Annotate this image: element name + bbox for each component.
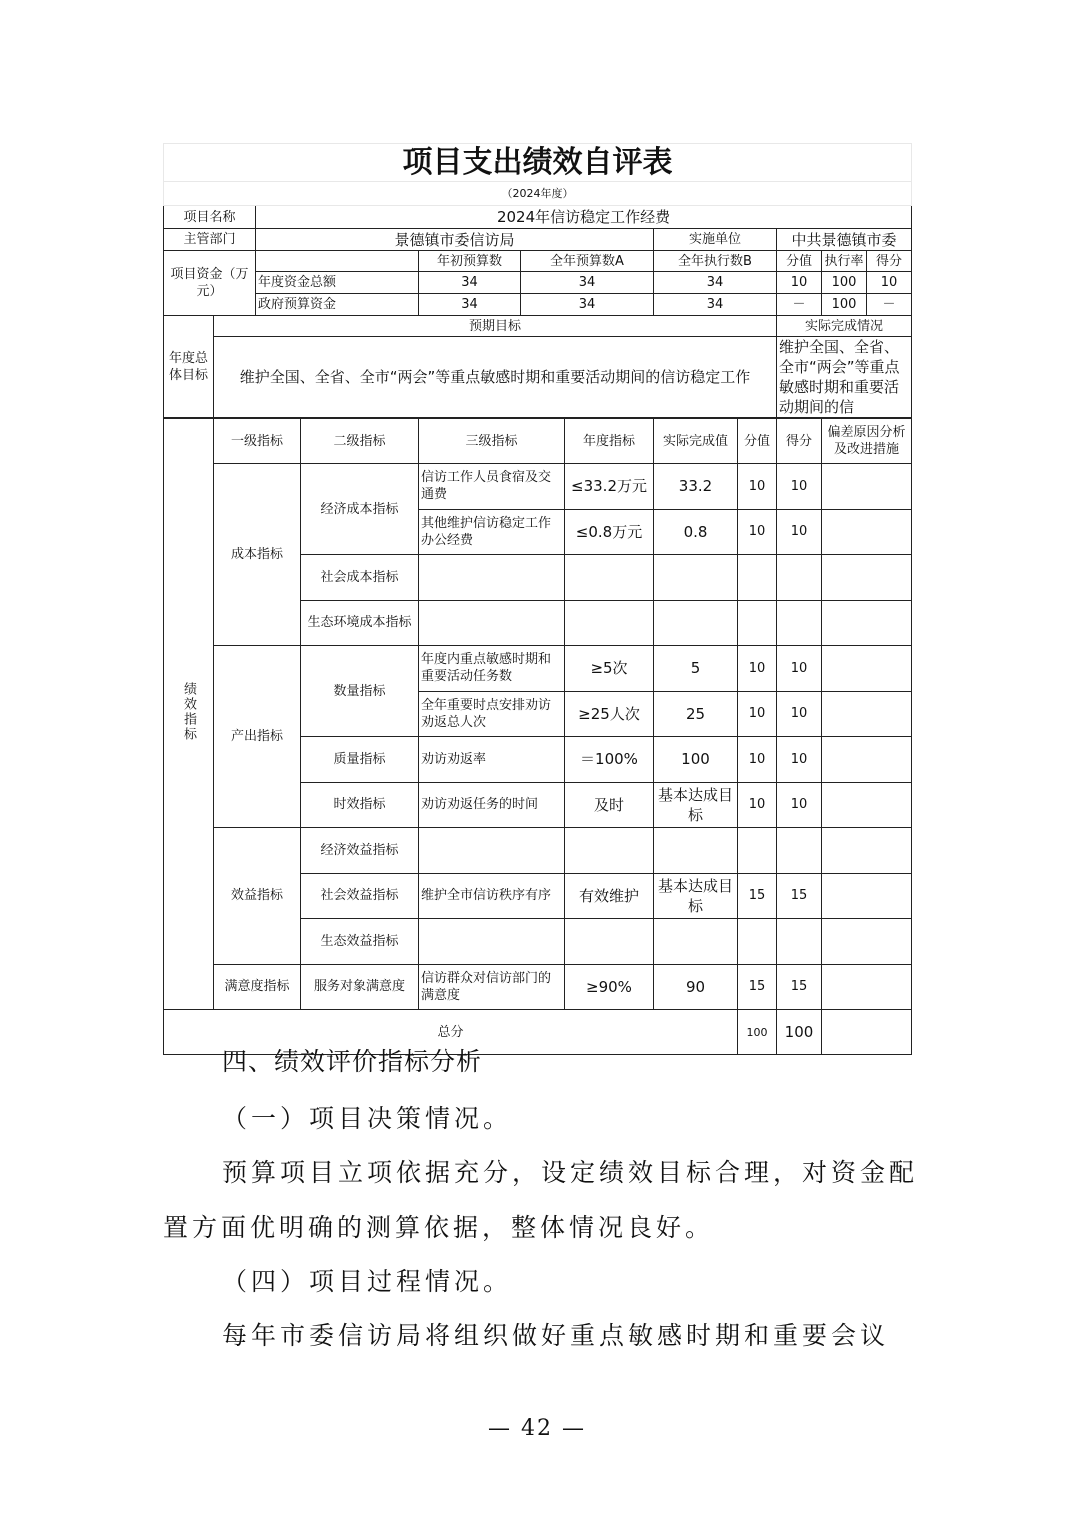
table-row xyxy=(164,646,912,692)
cell: 25 xyxy=(654,691,738,737)
dept: 景德镇市委信访局 xyxy=(256,229,654,251)
cell xyxy=(565,555,654,601)
cell xyxy=(822,782,912,828)
cell xyxy=(822,873,912,919)
cell xyxy=(565,919,654,965)
cell: 劝访劝返任务的时间 xyxy=(419,782,565,828)
summary-table xyxy=(163,143,912,418)
header: 实际完成情况 xyxy=(777,316,912,337)
cell: 10 xyxy=(777,782,822,828)
cell xyxy=(654,919,738,965)
cell: 10 xyxy=(777,646,822,692)
cell xyxy=(822,646,912,692)
header: 三级指标 xyxy=(419,419,565,464)
cell: 34 xyxy=(521,272,654,294)
header: 二级指标 xyxy=(301,419,419,464)
cell: ＝100% xyxy=(565,737,654,783)
cell: 34 xyxy=(419,294,521,316)
cell: 数量指标 xyxy=(301,646,419,737)
cell xyxy=(419,555,565,601)
cell: 10 xyxy=(738,691,777,737)
goal-label: 年度总体目标 xyxy=(164,316,214,418)
cell: 劝访劝返率 xyxy=(419,737,565,783)
cell: 维护全市信访秩序有序 xyxy=(419,873,565,919)
cell: 90 xyxy=(654,964,738,1010)
cell: 10 xyxy=(738,737,777,783)
page-number: — 42 — xyxy=(488,1416,586,1441)
cell: 信访工作人员食宿及交通费 xyxy=(419,464,565,510)
cell: 时效指标 xyxy=(301,782,419,828)
cell: 10 xyxy=(777,272,822,294)
cell: 34 xyxy=(654,294,777,316)
cell xyxy=(777,828,822,874)
cell xyxy=(256,251,419,272)
cell xyxy=(654,828,738,874)
header: 一级指标 xyxy=(214,419,301,464)
year-note: （2024年度） xyxy=(164,182,912,206)
cell: 34 xyxy=(419,272,521,294)
label: 实施单位 xyxy=(654,229,777,251)
cell xyxy=(822,964,912,1010)
cell xyxy=(777,555,822,601)
cell: 政府预算资金 xyxy=(256,294,419,316)
cell xyxy=(822,737,912,783)
cell: 10 xyxy=(777,737,822,783)
cell: 信访群众对信访部门的满意度 xyxy=(419,964,565,1010)
cell: 全年重要时点安排劝访劝返总人次 xyxy=(419,691,565,737)
subheading: （四）项目过程情况。 xyxy=(222,1267,513,1296)
cell: 10 xyxy=(867,272,912,294)
cell xyxy=(738,555,777,601)
cell: － xyxy=(777,294,822,316)
section-heading: 四、绩效评价指标分析 xyxy=(222,1047,483,1076)
cell: ≥5次 xyxy=(565,646,654,692)
cell: 100 xyxy=(822,294,867,316)
header: 实际完成值 xyxy=(654,419,738,464)
paragraph: 预算项目立项依据充分，设定绩效目标合理，对资金配 xyxy=(222,1158,919,1187)
cell: 生态环境成本指标 xyxy=(301,600,419,646)
cell xyxy=(777,600,822,646)
cell: ≤33.2万元 xyxy=(565,464,654,510)
cell: ≥90% xyxy=(565,964,654,1010)
header: 全年执行数B xyxy=(654,251,777,272)
cell: 年度内重点敏感时期和重要活动任务数 xyxy=(419,646,565,692)
cell: 10 xyxy=(738,509,777,555)
cell xyxy=(654,555,738,601)
cell: 产出指标 xyxy=(214,646,301,828)
goal-expected: 维护全国、全省、全市“两会”等重点敏感时期和重要活动期间的信访稳定工作 xyxy=(214,337,777,418)
cell: 经济成本指标 xyxy=(301,464,419,555)
header: 得分 xyxy=(867,251,912,272)
cell: 10 xyxy=(738,646,777,692)
header: 得分 xyxy=(777,419,822,464)
cell xyxy=(822,691,912,737)
label: 项目名称 xyxy=(164,206,256,229)
header: 预期目标 xyxy=(214,316,777,337)
cell xyxy=(822,828,912,874)
header: 偏差原因分析及改进措施 xyxy=(822,419,912,464)
table-row xyxy=(164,272,912,294)
total-value: 100 xyxy=(738,1010,777,1055)
cell: 5 xyxy=(654,646,738,692)
cell: 其他维护信访稳定工作办公经费 xyxy=(419,509,565,555)
header: 年初预算数 xyxy=(419,251,521,272)
table-row xyxy=(164,294,912,316)
side-label-text: 绩效指标 xyxy=(181,681,196,742)
cell: 经济效益指标 xyxy=(301,828,419,874)
funds-label: 项目资金（万元） xyxy=(164,251,256,316)
cell: ≤0.8万元 xyxy=(565,509,654,555)
cell xyxy=(822,919,912,965)
cell: ≥25人次 xyxy=(565,691,654,737)
cell: 10 xyxy=(777,464,822,510)
cell: 年度资金总额 xyxy=(256,272,419,294)
indicators-table xyxy=(163,418,912,1055)
cell: 15 xyxy=(777,964,822,1010)
cell: 社会效益指标 xyxy=(301,873,419,919)
cell: 10 xyxy=(777,509,822,555)
cell: 10 xyxy=(777,691,822,737)
cell: 质量指标 xyxy=(301,737,419,783)
impl-unit: 中共景德镇市委 xyxy=(777,229,912,251)
subheading: （一）项目决策情况。 xyxy=(222,1104,513,1133)
cell: － xyxy=(867,294,912,316)
cell xyxy=(822,1010,912,1055)
cell: 效益指标 xyxy=(214,828,301,965)
cell: 34 xyxy=(654,272,777,294)
cell: 15 xyxy=(777,873,822,919)
table-row xyxy=(164,464,912,510)
paragraph: 置方面优明确的测算依据，整体情况良好。 xyxy=(163,1213,715,1242)
cell xyxy=(738,600,777,646)
label: 主管部门 xyxy=(164,229,256,251)
cell: 满意度指标 xyxy=(214,964,301,1010)
cell: 15 xyxy=(738,873,777,919)
cell xyxy=(777,919,822,965)
cell xyxy=(822,464,912,510)
cell: 生态效益指标 xyxy=(301,919,419,965)
cell xyxy=(738,828,777,874)
cell: 成本指标 xyxy=(214,464,301,646)
goal-actual: 维护全国、全省、全市“两会”等重点敏感时期和重要活动期间的信 xyxy=(777,337,912,418)
cell: 33.2 xyxy=(654,464,738,510)
cell xyxy=(654,600,738,646)
cell: 社会成本指标 xyxy=(301,555,419,601)
cell: 100 xyxy=(822,272,867,294)
cell xyxy=(419,919,565,965)
cell xyxy=(822,600,912,646)
cell: 15 xyxy=(738,964,777,1010)
header: 全年预算数A xyxy=(521,251,654,272)
cell xyxy=(419,828,565,874)
total-score: 100 xyxy=(777,1010,822,1055)
cell xyxy=(738,919,777,965)
cell: 基本达成目标 xyxy=(654,782,738,828)
side-label xyxy=(164,419,214,1010)
table-row xyxy=(164,828,912,874)
header: 分值 xyxy=(738,419,777,464)
header-row xyxy=(164,419,912,464)
header: 执行率 xyxy=(822,251,867,272)
cell: 34 xyxy=(521,294,654,316)
cell: 有效维护 xyxy=(565,873,654,919)
cell xyxy=(419,600,565,646)
paragraph: 每年市委信访局将组织做好重点敏感时期和重要会议 xyxy=(222,1321,890,1350)
tables-container xyxy=(163,143,911,1055)
cell: 0.8 xyxy=(654,509,738,555)
cell: 100 xyxy=(654,737,738,783)
total-label: 总分 xyxy=(164,1010,738,1055)
cell: 10 xyxy=(738,782,777,828)
table-title: 项目支出绩效自评表 xyxy=(164,144,912,182)
table-row xyxy=(164,964,912,1010)
cell xyxy=(565,828,654,874)
cell: 及时 xyxy=(565,782,654,828)
cell: 10 xyxy=(738,464,777,510)
cell xyxy=(822,555,912,601)
header: 分值 xyxy=(777,251,822,272)
header: 年度指标 xyxy=(565,419,654,464)
cell xyxy=(565,600,654,646)
cell: 服务对象满意度 xyxy=(301,964,419,1010)
cell xyxy=(822,509,912,555)
cell: 基本达成目标 xyxy=(654,873,738,919)
project-name: 2024年信访稳定工作经费 xyxy=(256,206,912,229)
